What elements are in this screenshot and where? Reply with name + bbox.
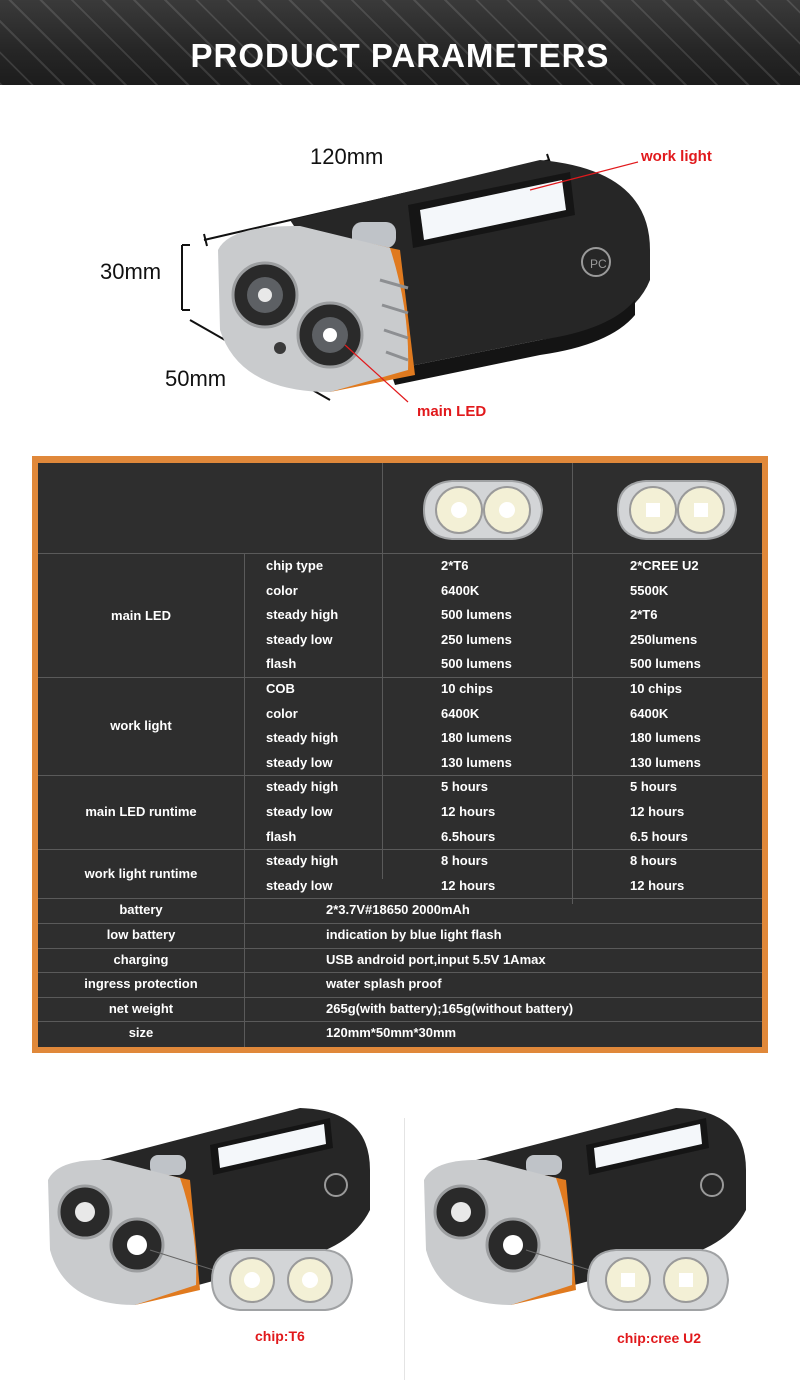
- led-head-t6-image: [412, 475, 552, 545]
- param-value-u2: 2*CREE U2: [630, 558, 699, 573]
- param-row-label: flash: [266, 656, 297, 672]
- grid-line: [38, 898, 762, 899]
- param-value-t6: 500 lumens: [441, 607, 512, 623]
- spec-value: USB android port,input 5.5V 1Amax: [326, 951, 546, 967]
- param-group-label: work light runtime: [84, 865, 198, 881]
- spec-label: charging: [113, 951, 169, 967]
- grid-line: [38, 775, 762, 776]
- grid-line: [572, 463, 573, 904]
- param-group-label: main LED: [111, 607, 171, 623]
- grid-line: [38, 948, 762, 949]
- param-value-u2: 12 hours: [630, 877, 685, 893]
- grid-line: [38, 849, 762, 850]
- bottom-divider: [404, 1118, 405, 1380]
- param-row-label: steady high: [266, 853, 339, 869]
- param-value-u2: 2*T6: [630, 607, 658, 623]
- product-photo-u2: [416, 1100, 766, 1320]
- callout-main-led: main LED: [417, 403, 487, 420]
- param-value-t6: 250 lumens: [441, 631, 512, 647]
- caption-chip-u2: chip:cree U2: [617, 1330, 702, 1346]
- grid-line: [38, 997, 762, 998]
- spec-label: ingress protection: [84, 976, 198, 992]
- caption-chip-t6: chip:T6: [255, 1328, 305, 1344]
- param-row-label: steady high: [266, 779, 339, 795]
- grid-line: [382, 463, 383, 879]
- param-value-t6: 180 lumens: [441, 730, 512, 746]
- param-row-label: flash: [266, 828, 297, 844]
- param-value-u2: 6.5 hours: [630, 828, 688, 844]
- param-value-t6: 5 hours: [441, 779, 488, 795]
- grid-line: [38, 923, 762, 924]
- spec-value: 2*3.7V#18650 2000mAh: [326, 902, 470, 918]
- header-banner: [0, 0, 800, 85]
- param-value-u2: 6400K: [630, 705, 669, 721]
- param-group-label: main LED runtime: [85, 804, 197, 820]
- parameter-table-frame: [32, 456, 768, 1053]
- param-row-label: steady high: [266, 607, 339, 623]
- spec-value: indication by blue light flash: [326, 927, 502, 942]
- spec-label: battery: [119, 902, 163, 918]
- param-value-u2: 500 lumens: [630, 656, 701, 672]
- svg-text:PC: PC: [590, 257, 607, 271]
- grid-line: [38, 677, 762, 678]
- param-value-t6: 10 chips: [441, 681, 494, 696]
- param-value-t6: 8 hours: [441, 853, 488, 869]
- page-title: PRODUCT PARAMETERS: [190, 37, 610, 74]
- param-value-u2: 130 lumens: [630, 754, 701, 770]
- spec-label: net weight: [108, 1000, 174, 1016]
- grid-line: [38, 972, 762, 973]
- param-row-label: color: [266, 705, 298, 721]
- param-value-t6: 500 lumens: [441, 656, 512, 672]
- param-value-t6: 12 hours: [441, 804, 496, 819]
- param-value-u2: 8 hours: [630, 853, 677, 869]
- param-value-t6: 6400K: [441, 582, 480, 598]
- param-value-t6: 130 lumens: [441, 754, 512, 770]
- callout-work-light: work light: [641, 148, 712, 165]
- spec-value: 120mm*50mm*30mm: [326, 1025, 457, 1041]
- param-value-t6: 6400K: [441, 705, 480, 721]
- param-value-u2: 10 chips: [630, 681, 683, 696]
- spec-value: 265g(with battery);165g(without battery): [326, 1000, 574, 1016]
- param-value-u2: 5500K: [630, 582, 669, 598]
- param-value-u2: 5 hours: [630, 779, 677, 795]
- grid-line: [38, 1021, 762, 1022]
- parameter-table: [38, 463, 762, 1047]
- param-value-t6: 2*T6: [441, 558, 469, 573]
- param-value-u2: 12 hours: [630, 804, 685, 819]
- param-value-t6: 12 hours: [441, 877, 496, 893]
- param-row-label: steady low: [266, 631, 333, 647]
- param-row-label: steady low: [266, 754, 333, 770]
- led-head-u2-image: [606, 475, 746, 545]
- spec-label: size: [128, 1025, 154, 1041]
- param-row-label: steady low: [266, 804, 333, 819]
- param-row-label: chip type: [266, 558, 324, 573]
- dimension-width: 50mm: [165, 366, 227, 391]
- param-row-label: steady high: [266, 730, 339, 746]
- param-value-u2: 180 lumens: [630, 730, 701, 746]
- param-group-label: work light: [110, 718, 172, 734]
- spec-label: low battery: [106, 927, 176, 942]
- param-row-label: color: [266, 582, 298, 598]
- product-photo-t6: [40, 1100, 390, 1320]
- param-row-label: COB: [266, 681, 295, 696]
- param-value-u2: 250lumens: [630, 631, 698, 647]
- dimension-length: 120mm: [310, 144, 384, 169]
- spec-value: water splash proof: [326, 976, 442, 992]
- param-value-t6: 6.5hours: [441, 828, 496, 844]
- dimension-height: 30mm: [100, 259, 162, 284]
- grid-line: [38, 553, 762, 554]
- param-row-label: steady low: [266, 877, 333, 893]
